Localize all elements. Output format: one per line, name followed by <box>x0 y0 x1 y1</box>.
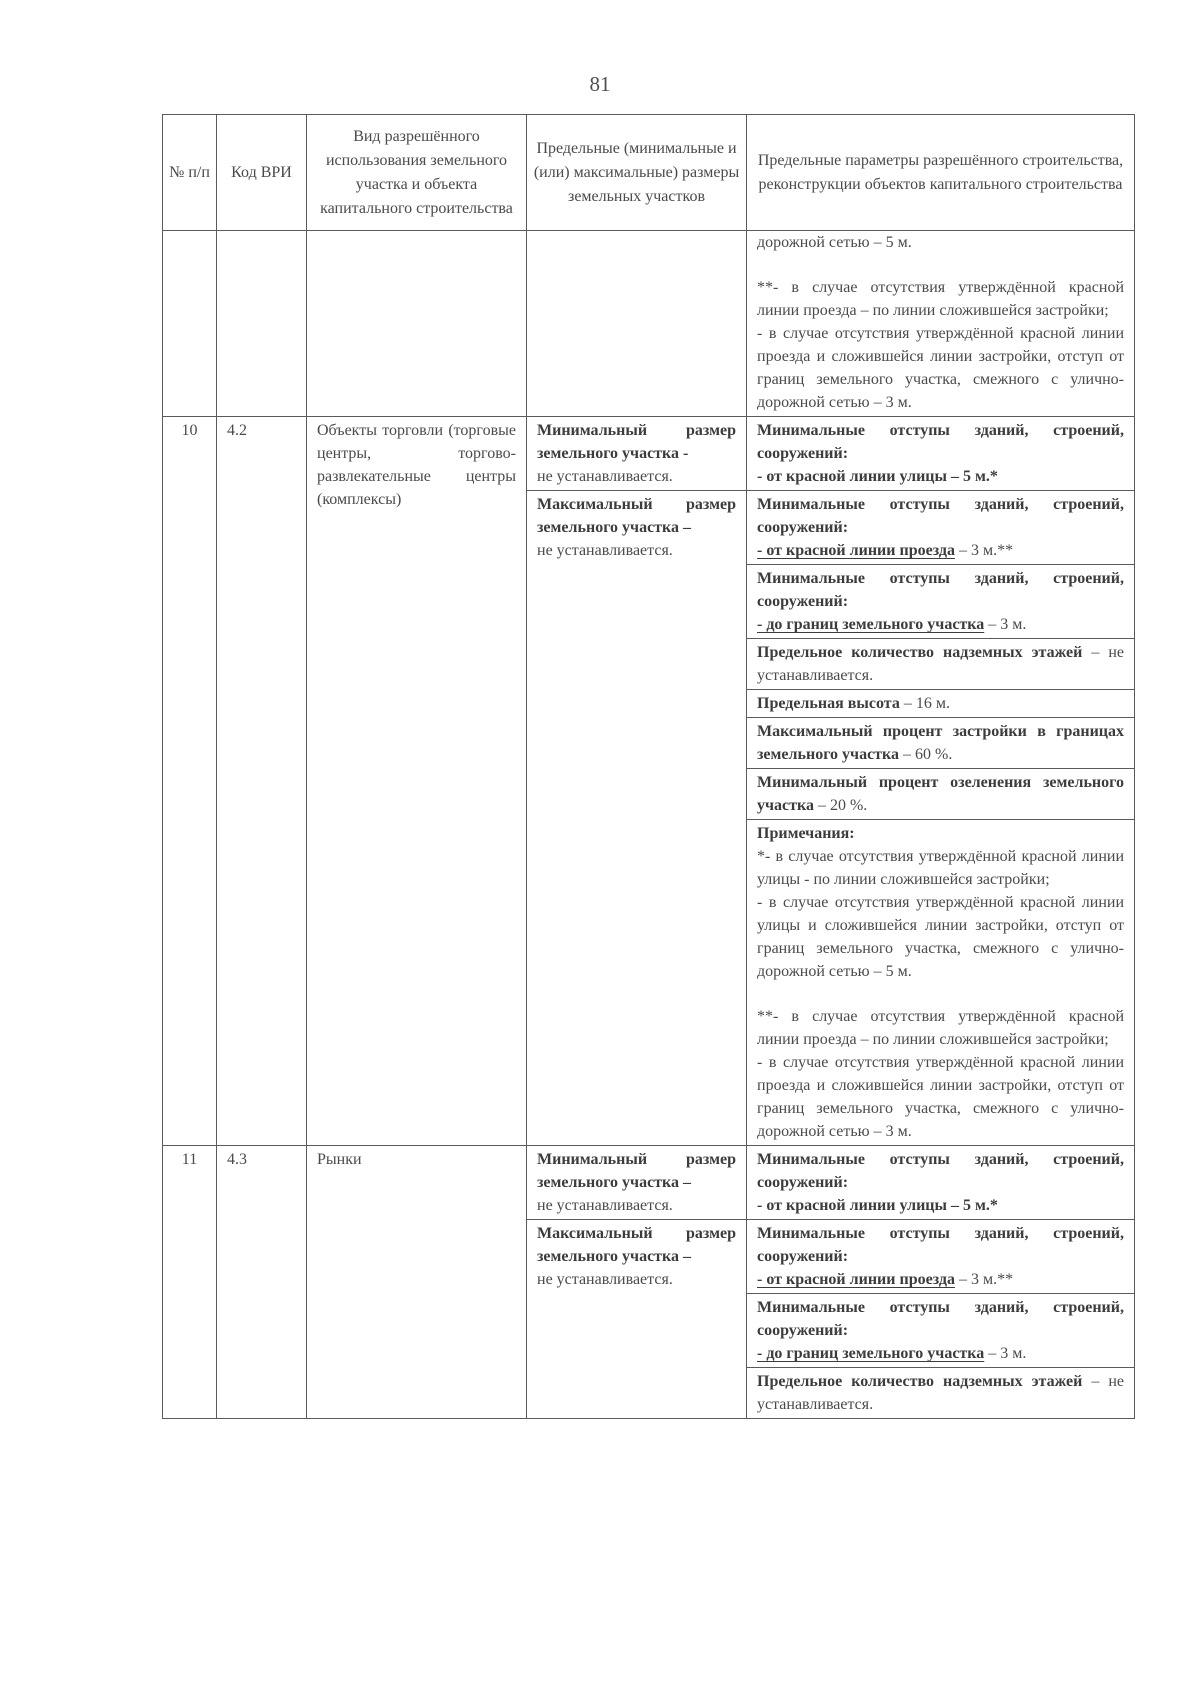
page-number: 81 <box>589 72 611 96</box>
table-header-row <box>163 115 1135 231</box>
row11-max-size-value: не устанавливается. <box>537 1271 673 1288</box>
row11-param-1: Минимальные отступы зданий, строений, сооружений: - от красной линии улицы – 5 м.* <box>747 1146 1135 1220</box>
row11-max-size-title: Максимальный размер земельного участка – <box>537 1225 736 1265</box>
row10-param-3: Минимальные отступы зданий, строений, сооружений: - до границ земельного участка – 3 м. <box>747 565 1135 639</box>
row11-min-size-value: не устанавливается. <box>537 1197 673 1214</box>
row11-max-size <box>527 1220 747 1419</box>
table-row-11 <box>163 1146 1135 1220</box>
row10-max-size-title: Максимальный размер земельного участка – <box>537 496 736 536</box>
row10-max-size <box>527 491 747 1146</box>
row10-note2-b: - в случае отсутствия утверждённой красной линии проезда и сложившейся линии застройки, отступ от границ земельного участка, смежного с улично-дорожной сетью – 3 м. <box>757 1054 1124 1140</box>
row11-num: 11 <box>163 1146 217 1419</box>
row10-use: Объекты торговли (торговые центры, торгово-развлекательные центры (комплексы) <box>307 417 527 1146</box>
row10-notes <box>747 820 1135 1146</box>
row10-note1-b: - в случае отсутствия утверждённой красной линии улицы и сложившейся линии застройки, отступ от границ земельного участка, смежного с улично-дорожной сетью – 5 м. <box>757 894 1124 980</box>
row11-min-size-title: Минимальный размер земельного участка – <box>537 1151 736 1191</box>
header-code: Код ВРИ <box>217 115 307 231</box>
row11-use: Рынки <box>307 1146 527 1419</box>
row10-param-6: Максимальный процент застройки в границах земельного участка – 60 %. <box>747 718 1135 769</box>
row10-max-size-value: не устанавливается. <box>537 542 673 559</box>
header-num: № п/п <box>163 115 217 231</box>
row10-note2-a: **- в случае отсутствия утверждённой красной линии проезда – по линии сложившейся застройки; <box>757 1008 1124 1048</box>
row10-code: 4.2 <box>217 417 307 1146</box>
regulations-table <box>162 114 1135 1419</box>
row10-param-2: Минимальные отступы зданий, строений, сооружений: - от красной линии проезда – 3 м.** <box>747 491 1135 565</box>
row10-notes-title: Примечания: <box>757 825 855 842</box>
continuation-note2-a: **- в случае отсутствия утверждённой красной линии проезда – по линии сложившейся застройки; <box>757 279 1124 319</box>
row10-param-1: Минимальные отступы зданий, строений, сооружений: - от красной линии улицы – 5 м.* <box>747 417 1135 491</box>
header-size: Предельные (минимальные и (или) максимальные) размеры земельных участков <box>527 115 747 231</box>
row10-min-size <box>527 417 747 491</box>
row11-min-size <box>527 1146 747 1220</box>
row10-param-7: Минимальный процент озеленения земельного участка – 20 %. <box>747 769 1135 820</box>
continuation-line: дорожной сетью – 5 м. <box>757 234 912 251</box>
row10-num: 10 <box>163 417 217 1146</box>
header-params: Предельные параметры разрешённого строительства, реконструкции объектов капитального строительства <box>747 115 1135 231</box>
row10-min-size-value: не устанавливается. <box>537 468 673 485</box>
header-use: Вид разрешённого использования земельного участка и объекта капитального строительства <box>307 115 527 231</box>
row10-param-4: Предельное количество надземных этажей – не устанавливается. <box>747 639 1135 690</box>
continuation-note2-b: - в случае отсутствия утверждённой красной линии проезда и сложившейся линии застройки, отступ от границ земельного участка, смежного с улично-дорожной сетью – 3 м. <box>757 325 1124 411</box>
row11-code: 4.3 <box>217 1146 307 1419</box>
row10-note1-a: *- в случае отсутствия утверждённой красной линии улицы - по линии сложившейся застройки; <box>757 848 1124 888</box>
row11-param-3: Минимальные отступы зданий, строений, сооружений: - до границ земельного участка – 3 м. <box>747 1294 1135 1368</box>
row10-param-5: Предельная высота – 16 м. <box>747 690 1135 718</box>
table-row-10 <box>163 417 1135 491</box>
continuation-params-cell <box>747 231 1135 417</box>
table-row-continuation <box>163 231 1135 417</box>
row11-param-2: Минимальные отступы зданий, строений, сооружений: - от красной линии проезда – 3 м.** <box>747 1220 1135 1294</box>
row10-min-size-title: Минимальный размер земельного участка - <box>537 422 736 462</box>
row11-param-4: Предельное количество надземных этажей – не устанавливается. <box>747 1368 1135 1419</box>
